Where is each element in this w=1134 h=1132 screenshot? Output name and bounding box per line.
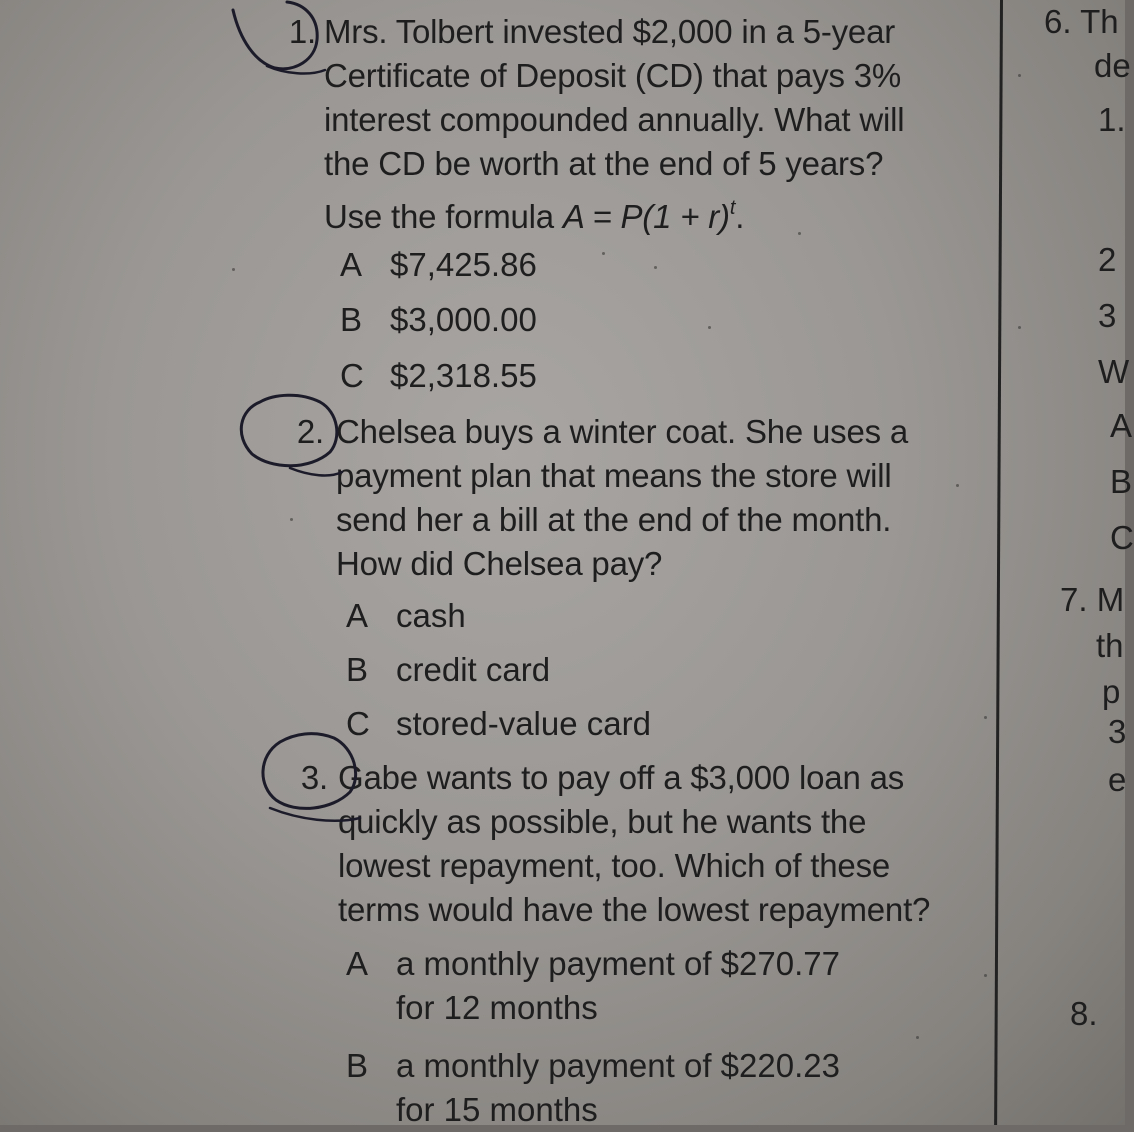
choice-text: cash bbox=[396, 597, 466, 634]
question-number: 1. bbox=[288, 13, 316, 50]
stem-line: How did Chelsea pay? bbox=[336, 545, 663, 582]
choice-text: a monthly payment of $220.23 bbox=[396, 1047, 840, 1084]
choice-2a[interactable] bbox=[346, 594, 466, 638]
choice-1b[interactable] bbox=[340, 298, 537, 342]
choice-1a[interactable] bbox=[340, 243, 537, 287]
choice-2c[interactable] bbox=[346, 702, 651, 746]
stem-line: quickly as possible, but he wants the bbox=[338, 803, 867, 840]
right-fragment: th bbox=[1096, 627, 1124, 664]
right-fragment: A bbox=[1110, 407, 1133, 444]
paper-speck bbox=[1018, 326, 1021, 329]
stem-line: send her a bill at the end of the month. bbox=[336, 501, 892, 538]
question-stem bbox=[338, 756, 978, 932]
right-fragment: 3 bbox=[1108, 713, 1127, 750]
paper-speck bbox=[984, 974, 987, 977]
choice-letter: C bbox=[346, 705, 370, 742]
choice-letter: A bbox=[346, 945, 369, 982]
right-fragment: C bbox=[1110, 519, 1134, 556]
choice-letter: B bbox=[340, 301, 363, 338]
stem-line: payment plan that means the store will bbox=[336, 457, 892, 494]
question-number: 3. bbox=[300, 759, 328, 796]
right-fragment: p bbox=[1102, 673, 1121, 710]
paper-speck bbox=[232, 268, 235, 271]
stem-line: the CD be worth at the end of 5 years? bbox=[324, 145, 884, 182]
choice-letter: C bbox=[340, 357, 364, 394]
right-fragment: 8. bbox=[1070, 995, 1098, 1032]
stem-line: Chelsea buys a winter coat. She uses a bbox=[336, 413, 909, 450]
formula: A = P(1 + r) bbox=[562, 198, 730, 235]
right-fragment: B bbox=[1110, 463, 1133, 500]
formula-suffix: . bbox=[735, 198, 745, 235]
choice-text: $7,425.86 bbox=[390, 246, 537, 283]
right-fragment: de bbox=[1094, 47, 1131, 84]
formula-line bbox=[324, 186, 964, 239]
choice-letter: B bbox=[346, 651, 369, 688]
choice-text: credit card bbox=[396, 651, 551, 688]
right-fragment: e bbox=[1108, 761, 1127, 798]
right-fragment: 3 bbox=[1098, 297, 1117, 334]
right-fragment: 7. M bbox=[1060, 581, 1125, 618]
stem-line: interest compounded annually. What will bbox=[324, 101, 905, 138]
right-fragment: 6. Th bbox=[1044, 3, 1119, 40]
paper-speck bbox=[602, 252, 605, 255]
choice-3b[interactable] bbox=[346, 1044, 840, 1132]
paper-speck bbox=[798, 232, 801, 235]
choice-text: stored-value card bbox=[396, 705, 651, 742]
choice-1c[interactable] bbox=[340, 354, 537, 398]
question-stem bbox=[324, 10, 964, 239]
choice-text: for 15 months bbox=[396, 1091, 598, 1128]
right-fragment: W bbox=[1098, 353, 1130, 390]
paper-speck bbox=[984, 716, 987, 719]
choice-letter: A bbox=[346, 597, 369, 634]
question-stem bbox=[336, 410, 976, 586]
formula-exponent: t bbox=[729, 197, 736, 219]
paper-speck bbox=[290, 518, 293, 521]
paper-speck bbox=[654, 266, 657, 269]
paper-speck bbox=[708, 326, 711, 329]
right-fragment: 1. bbox=[1098, 101, 1126, 138]
formula-prefix: Use the formula bbox=[324, 198, 563, 235]
choice-letter: B bbox=[346, 1047, 369, 1084]
stem-line: lowest repayment, too. Which of these bbox=[338, 847, 891, 884]
choice-text: $2,318.55 bbox=[390, 357, 537, 394]
choice-text: a monthly payment of $270.77 bbox=[396, 945, 840, 982]
choice-text: $3,000.00 bbox=[390, 301, 537, 338]
choice-text: for 12 months bbox=[396, 989, 598, 1026]
stem-line: Gabe wants to pay off a $3,000 loan as bbox=[338, 759, 905, 796]
stem-line: terms would have the lowest repayment? bbox=[338, 891, 931, 928]
paper-speck bbox=[956, 484, 959, 487]
question-number: 2. bbox=[296, 413, 324, 450]
right-fragment: 2 bbox=[1098, 241, 1117, 278]
paper-speck bbox=[1018, 74, 1021, 77]
choice-2b[interactable] bbox=[346, 648, 550, 692]
choice-3a[interactable] bbox=[346, 942, 840, 1030]
paper-speck bbox=[916, 1036, 919, 1039]
choice-letter: A bbox=[340, 246, 363, 283]
right-column-cutoff bbox=[1012, 0, 1134, 1125]
stem-line: Certificate of Deposit (CD) that pays 3% bbox=[324, 57, 902, 94]
stem-line: Mrs. Tolbert invested $2,000 in a 5-year bbox=[324, 13, 896, 50]
